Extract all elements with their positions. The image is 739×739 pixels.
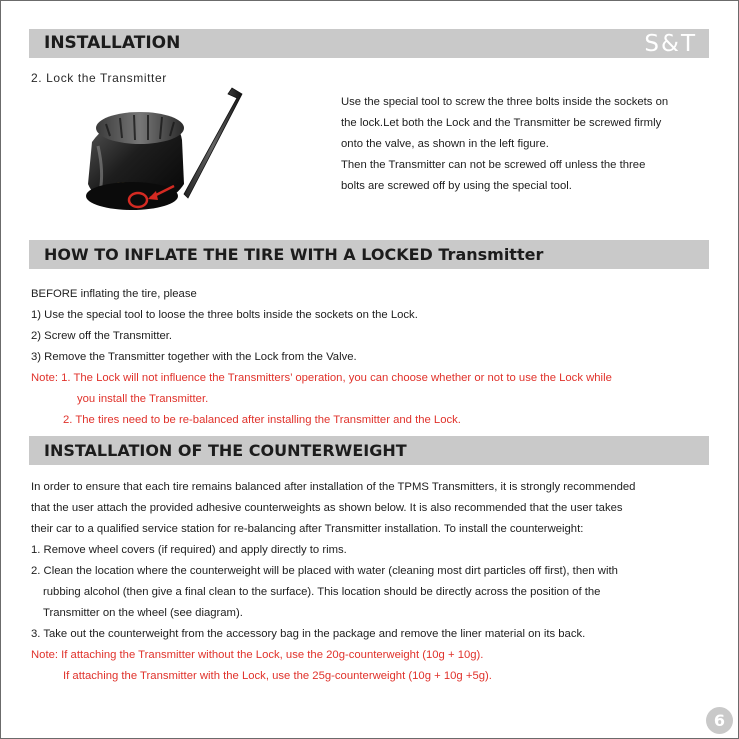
counterweight-section-bar [29,436,709,465]
transmitter-lock-image [70,80,285,220]
inflate-note: 2. The tires need to be re-balanced after installing the Transmitter and the Lock. [63,414,461,426]
counterweight-step: 2. Clean the location where the counterweight will be placed with water (cleaning most dirt particles off first), then with [31,565,618,577]
counterweight-step: 3. Take out the counterweight from the accessory bag in the package and remove the liner material on its back. [31,628,586,640]
counterweight-section-title: INSTALLATION OF THE COUNTERWEIGHT [44,441,407,460]
lock-description [341,92,721,197]
description-line: onto the valve, as shown in the left figure. [341,138,549,150]
inflate-step: 1) Use the special tool to loose the three bolts inside the sockets on the Lock. [31,309,418,321]
brand-logo: S&T [644,31,697,57]
inflate-note: Note: 1. The Lock will not influence the Transmitters’ operation, you can choose whether or not to use the Lock while [31,372,612,384]
transmitter-lock-illustration [70,80,285,220]
transmitter-top [96,112,184,144]
counterweight-step: 1. Remove wheel covers (if required) and apply directly to rims. [31,544,347,556]
inflate-step: 3) Remove the Transmitter together with the Lock from the Valve. [31,351,357,363]
description-line: Then the Transmitter can not be screwed off unless the three [341,159,646,171]
counterweight-intro: their car to a qualified service station for re-balancing after Transmitter installation. To install the counterweight: [31,523,584,535]
inflate-section-title: HOW TO INFLATE THE TIRE WITH A LOCKED Transmitter [44,245,544,264]
description-line: bolts are screwed off by using the special tool. [341,180,572,192]
inflate-intro: BEFORE inflating the tire, please [31,288,197,300]
counterweight-intro: In order to ensure that each tire remains balanced after installation of the TPMS Transmitters, it is strongly recommended [31,481,636,493]
inflate-note: you install the Transmitter. [77,393,209,405]
description-line: Use the special tool to screw the three bolts inside the sockets on [341,96,669,108]
inflate-instructions [31,284,721,431]
counterweight-note: Note: If attaching the Transmitter without the Lock, use the 20g-counterweight (10g + 10g). [31,649,484,661]
counterweight-intro: that the user attach the provided adhesive counterweights as shown below. It is also recommended that the user takes [31,502,623,514]
description-line: the lock.Let both the Lock and the Transmitter be screwed firmly [341,117,662,129]
counterweight-instructions [31,477,721,687]
header-bar [29,29,709,58]
inflate-step: 2) Screw off the Transmitter. [31,330,173,342]
page-title: INSTALLATION [44,33,181,53]
counterweight-step: Transmitter on the wheel (see diagram). [43,607,243,619]
inflate-section-bar [29,240,709,269]
hex-key-icon [184,88,242,198]
lock-subheading: 2. Lock the Transmitter [31,71,167,85]
page-number: 6 [706,707,733,734]
counterweight-step: rubbing alcohol (then give a final clean to the surface). This location should be directly across the position of the [43,586,601,598]
counterweight-note: If attaching the Transmitter with the Lock, use the 25g-counterweight (10g + 10g +5g). [63,670,492,682]
